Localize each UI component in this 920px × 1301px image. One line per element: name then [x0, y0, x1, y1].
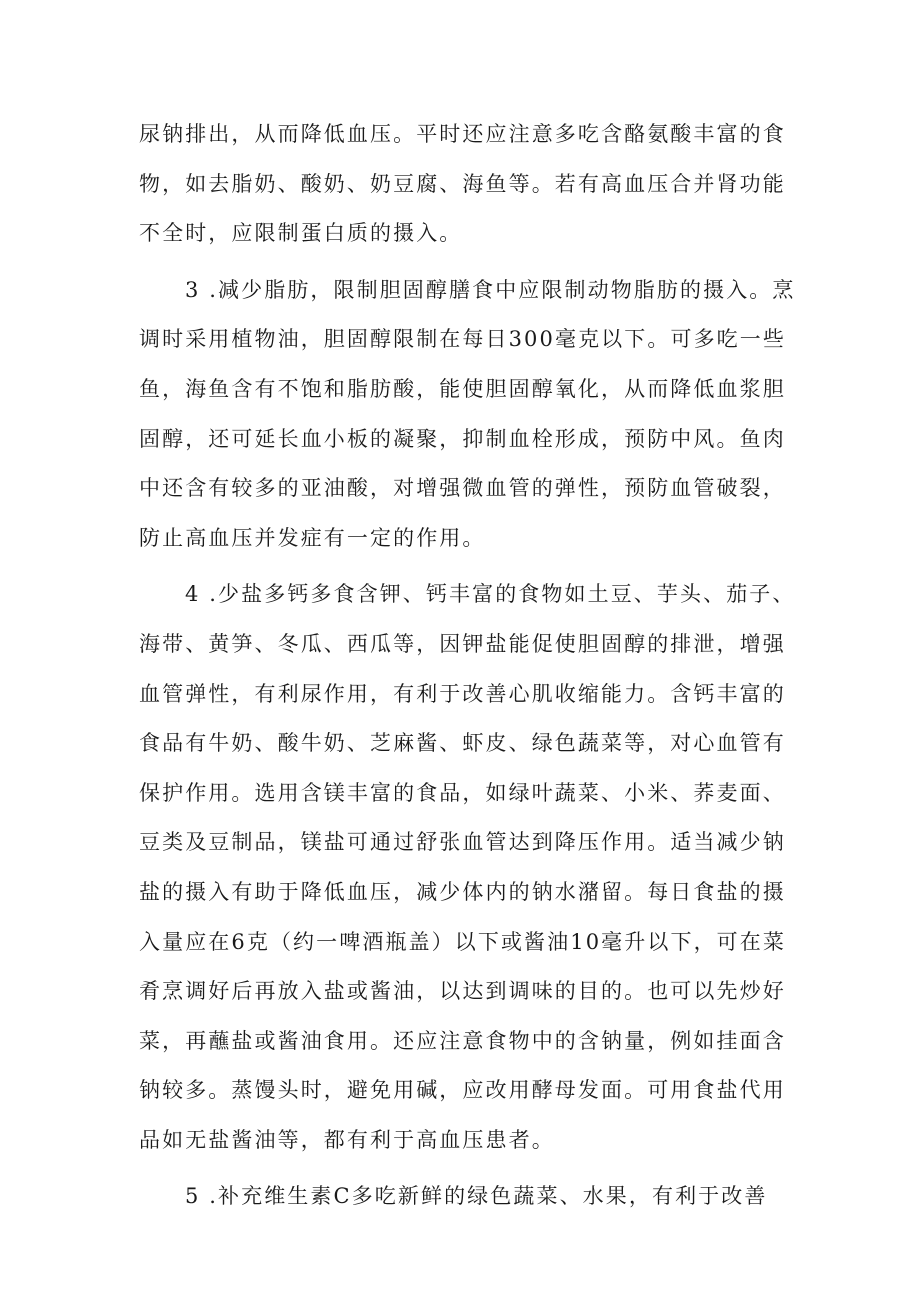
text-line: 钠较多。蒸馒头时，避免用碱，应改用酵母发面。可用食盐代用 — [139, 1078, 786, 1103]
paragraph-gap — [139, 1165, 799, 1172]
paragraph-gap — [139, 563, 799, 570]
document-body — [139, 110, 799, 1222]
text-line: 保护作用。选用含镁丰富的食品，如绿叶蔬菜、小米、荞麦面、 — [139, 780, 786, 805]
text-line: 鱼，海鱼含有不饱和脂肪酸，能使胆固醇氧化，从而降低血浆胆 — [139, 376, 786, 401]
text-line: 固醇，还可延长血小板的凝聚，抑制血栓形成，预防中风。鱼肉 — [139, 426, 786, 451]
item-4-heading-line: 4 .少盐多钙多食含钾、钙丰富的食物如土豆、芋头、茄子、 — [185, 582, 796, 607]
text-line: 调时采用植物油，胆固醇限制在每日300毫克以下。可多吃一些 — [139, 327, 786, 352]
item-5-heading-line: 5 .补充维生素C多吃新鲜的绿色蔬菜、水果，有利于改善 — [185, 1184, 768, 1209]
text-line: 血管弹性，有利尿作用，有利于改善心肌收缩能力。含钙丰富的 — [139, 681, 786, 706]
text-line: 豆类及豆制品，镁盐可通过舒张血管达到降压作用。适当减少钠 — [139, 830, 786, 855]
item-3-heading-line: 3 .减少脂肪，限制胆固醇膳食中应限制动物脂肪的摄入。烹 — [185, 277, 796, 302]
text-line: 防止高血压并发症有一定的作用。 — [139, 525, 486, 550]
text-line: 不全时，应限制蛋白质的摄入。 — [139, 221, 463, 246]
text-line: 肴烹调好后再放入盐或酱油，以达到调味的目的。也可以先炒好 — [139, 979, 786, 1004]
paragraph-gap — [139, 259, 799, 266]
text-line: 盐的摄入有助于降低血压，减少体内的钠水潴留。每日食盐的摄 — [139, 879, 786, 904]
text-line: 海带、黄笋、冬瓜、西瓜等，因钾盐能促使胆固醇的排泄，增强 — [139, 631, 786, 656]
text-line: 物，如去脂奶、酸奶、奶豆腐、海鱼等。若有高血压合并肾功能 — [139, 171, 786, 196]
text-line: 食品有牛奶、酸牛奶、芝麻酱、虾皮、绿色蔬菜等，对心血管有 — [139, 731, 786, 756]
text-line: 中还含有较多的亚油酸，对增强微血管的弹性，预防血管破裂， — [139, 476, 786, 501]
text-line: 尿钠排出，从而降低血压。平时还应注意多吃含酪氨酸丰富的食 — [139, 122, 786, 146]
text-line: 菜，再蘸盐或酱油食用。还应注意食物中的含钠量，例如挂面含 — [139, 1028, 786, 1053]
text-line: 入量应在6克（约一啤酒瓶盖）以下或酱油10毫升以下，可在菜 — [139, 929, 786, 954]
text-line: 品如无盐酱油等，都有利于高血压患者。 — [139, 1127, 555, 1152]
